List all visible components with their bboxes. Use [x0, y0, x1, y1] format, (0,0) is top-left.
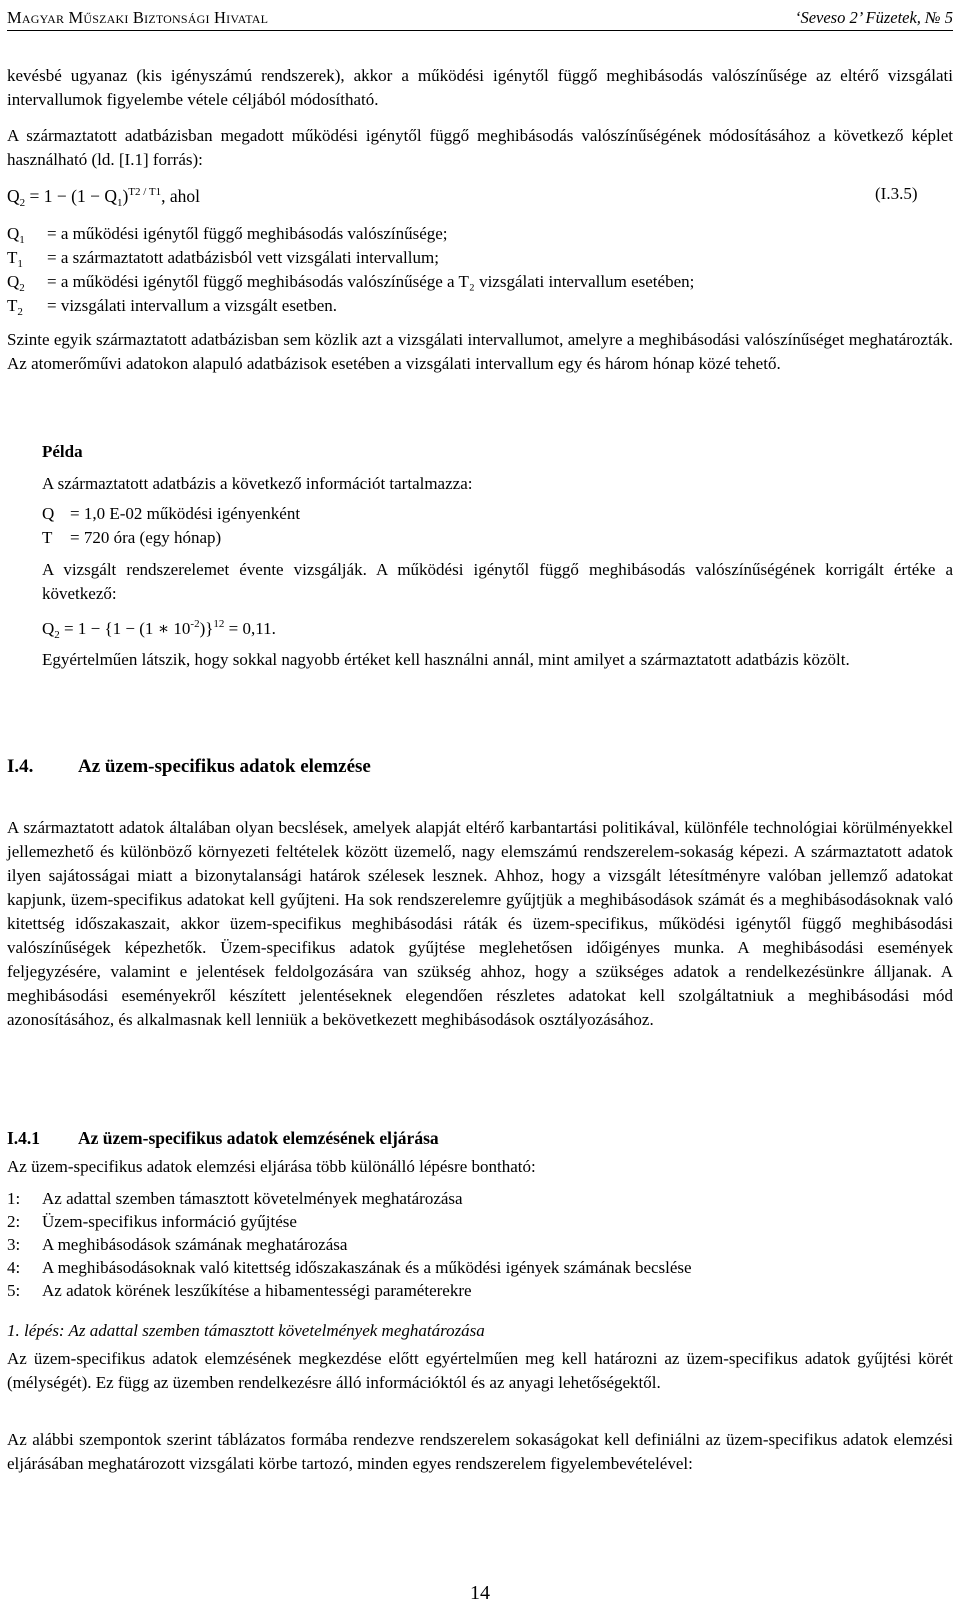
step1-title: 1. lépés: Az adattal szemben támasztott követelmények meghatározása: [7, 1321, 485, 1340]
def-text: = a működési igénytől függő meghibásodás valószínűsége a T₂ vizsgálati intervallum esetében;: [47, 272, 695, 291]
header-series: ‘Seveso 2’ Füzetek, № 5: [794, 8, 953, 27]
paragraph-interval: Szinte egyik származtatott adatbázisban sem közlik azt a vizsgálati intervallumot, amelyre a meghibásodási valószínűséget meghatározták. Az atomerőművi adatokon alapuló adatbázisok esetében a vizsgálati intervallum egy és három hónap közé tehető.: [7, 330, 953, 373]
formula-body: = 1 − (1 − Q: [25, 186, 117, 206]
running-header: [7, 6, 953, 31]
list-item: [7, 1279, 472, 1303]
intro-paragraph-2: A származtatott adatbázisban megadott működési igénytől függő meghibásodás valószínűségének módosításához a következő képlet használható (ld. [I.1] forrás):: [7, 126, 953, 169]
example-t-value: = 720 óra (egy hónap): [70, 528, 222, 547]
def-symbol-sub: 2: [19, 282, 25, 294]
section-body: A származtatott adatok általában olyan becslések, amelyek alapját eltérő karbantartási politikával, különféle technológiai körülményekkel jellemezhető és különböző környezeti feltételek között üzemelő, nagy elemszámú rendszerelem-sokaság képezi. A származtatott adatok ilyen sajátosságai miatt a bizonytalansági határok szélesek lesznek. Ahhoz, hogy a vizsgált létesítményre valóban jellemző adatokat kapjunk, üzem-specifikus adatokat kell gyűjteni. Ha sok rendszerelemre gyűjtjük a meghibásodások számát és a meghibásodásoknak való kitettség időszakaszait, akkor üzem-specifikus meghibásodási ráták és üzem-specifikus, működési igénytől függő meghibásodási valószínűségek képezhetők. Üzem-specifikus adatok gyűjtése meglehetősen időigényes munka. A meghibásodási események feljegyzésére, valamint e jelentések feldolgozására van szükség ahhoz, hogy a szükséges adatok a rendelkezésünkre álljanak. A meghibásodási eseményekről készített jelentéseknek elegendően részletes adatokat kell szolgáltatniuk a meghibásodási mód azonosításához, és alkalmasnak kell lenniük a bekövetkezett meghibásodások osztályozásához.: [7, 818, 953, 1029]
calc-body: = 1 − {1 − (1 ∗ 10: [59, 619, 191, 638]
calc-close: )}: [199, 619, 214, 638]
list-item: [7, 1210, 297, 1234]
calc-q: Q: [42, 619, 55, 638]
example-title: Példa: [42, 442, 83, 461]
step-number: 1:: [7, 1189, 21, 1208]
list-item: [7, 1187, 463, 1211]
example-t-row: [42, 526, 221, 550]
formula-q-sub: 2: [19, 197, 26, 209]
subsection-number: I.4.1: [7, 1128, 41, 1148]
calc-exp-2: 12: [213, 618, 225, 630]
step1-paragraph-1: Az üzem-specifikus adatok elemzésének megkezdése előtt egyértelműen meg kell határozni az üzem-specifikus adatok gyűjtési körét (mélységét). Ez függ az üzemben rendelkezésre álló információktól és az anyagi lehetőségektől.: [7, 1349, 953, 1392]
example-paragraph-2: Egyértelműen látszik, hogy sokkal nagyobb értéket kell használni annál, mint amilyet a származtatott adatbázis közölt.: [42, 650, 850, 669]
section-number: I.4.: [7, 756, 34, 777]
calc-result: = 0,11.: [224, 619, 276, 638]
intro-paragraph-1: kevésbé ugyanaz (kis igényszámú rendszerek), akkor a működési igénytől függő meghibásodás valószínűsége az eltérő vizsgálati intervallumok figyelembe vétele céljából módosítható.: [7, 66, 953, 109]
step-text: Üzem-specifikus információ gyűjtése: [42, 1212, 297, 1231]
formula-q: Q: [7, 186, 20, 206]
def-text: = vizsgálati intervallum a vizsgált esetben.: [47, 296, 337, 315]
formula-close: ): [122, 186, 129, 206]
example-calculation: [42, 617, 276, 641]
step-text: A meghibásodásoknak való kitettség időszakaszának és a működési igények számának becslése: [42, 1258, 692, 1277]
subsection-intro: Az üzem-specifikus adatok elemzési eljárása több különálló lépésre bontható:: [7, 1157, 536, 1176]
list-item: [7, 1233, 347, 1257]
page-number: 14: [470, 1582, 490, 1604]
example-t-label: T: [42, 528, 53, 547]
def-symbol-sub: 2: [17, 306, 23, 318]
calc-q-sub: 2: [54, 629, 60, 641]
def-text: = a származtatott adatbázisból vett vizsgálati intervallum;: [47, 248, 439, 267]
step-number: 5:: [7, 1281, 21, 1300]
example-q-row: [42, 502, 300, 526]
step-number: 4:: [7, 1258, 21, 1277]
step-text: Az adatok körének leszűkítése a hibamentességi paraméterekre: [42, 1281, 472, 1300]
formula-i35: [7, 184, 200, 208]
formula-exponent: T2 / T1: [128, 186, 162, 198]
def-symbol-sub: 1: [19, 234, 25, 246]
def-symbol: Q: [7, 224, 20, 243]
subsection-title: Az üzem-specifikus adatok elemzésének eljárása: [78, 1128, 439, 1148]
example-q-value: = 1,0 E-02 működési igényenként: [70, 504, 301, 523]
step-text: Az adattal szemben támasztott követelmények meghatározása: [42, 1189, 463, 1208]
formula-tail: , ahol: [161, 186, 200, 206]
step-text: A meghibásodások számának meghatározása: [42, 1235, 348, 1254]
def-symbol: T: [7, 296, 18, 315]
def-symbol: Q: [7, 272, 20, 291]
example-paragraph-1: A vizsgált rendszerelemet évente vizsgálják. A működési igénytől függő meghibásodás valószínűségének korrigált értéke a következő:: [42, 560, 953, 603]
formula-q1-sub: 1: [116, 197, 123, 209]
formula-number: (I.3.5): [875, 184, 918, 203]
section-title: Az üzem-specifikus adatok elemzése: [78, 756, 371, 777]
step1-paragraph-2: Az alábbi szempontok szerint táblázatos formába rendezve rendszerelem sokaságokat kell definiálni az üzem-specifikus adatok elemzési eljárásában meghatározott vizsgálati körbe tartozó, minden egyes rendszerelem figyelembevételével:: [7, 1430, 953, 1473]
step-number: 3:: [7, 1235, 21, 1254]
def-symbol-sub: 1: [17, 258, 23, 270]
calc-exp-1: -2: [190, 618, 200, 630]
step-number: 2:: [7, 1212, 21, 1231]
def-symbol: T: [7, 248, 18, 267]
example-line-1: A származtatott adatbázis a következő információt tartalmazza:: [42, 474, 473, 493]
def-text: = a működési igénytől függő meghibásodás valószínűsége;: [47, 224, 448, 243]
example-q-label: Q: [42, 504, 55, 523]
header-publisher: Magyar Műszaki Biztonsági Hivatal: [7, 8, 269, 27]
list-item: [7, 1256, 692, 1280]
